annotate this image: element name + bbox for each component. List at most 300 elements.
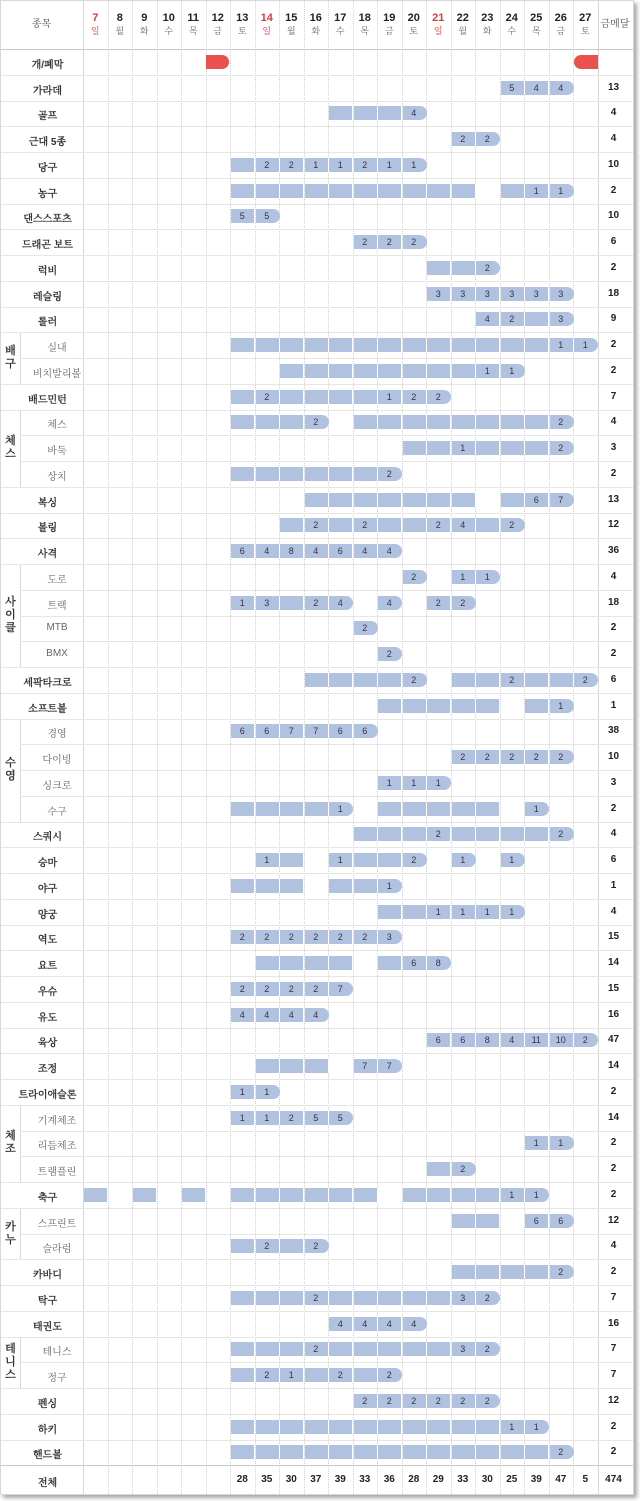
medal-count: 1 — [264, 1086, 270, 1097]
schedule-bar — [354, 390, 378, 404]
schedule-bar — [427, 441, 451, 455]
daily-total: 25 — [506, 1473, 518, 1485]
gold-medal-total: 7 — [610, 1369, 617, 1381]
medal-count: 1 — [239, 1086, 245, 1097]
medal-count: 1 — [386, 777, 392, 788]
medal-count: 3 — [264, 597, 270, 608]
sub-event-label: 도로 — [47, 574, 67, 586]
schedule-bar — [280, 1291, 304, 1305]
schedule-bar — [378, 1445, 402, 1459]
group-label-char: 조 — [5, 1143, 16, 1156]
schedule-bar — [452, 1188, 476, 1202]
medal-count: 7 — [288, 726, 294, 737]
row-divider — [20, 616, 633, 617]
schedule-bar — [133, 1188, 157, 1202]
medal-count: 1 — [509, 365, 515, 376]
day-of-week: 월 — [458, 26, 468, 36]
sub-event-label: 수구 — [47, 806, 67, 818]
medal-count: 2 — [460, 597, 466, 608]
schedule-bar — [329, 1445, 353, 1459]
day-number: 23 — [481, 12, 494, 24]
medal-count: 2 — [313, 1241, 319, 1252]
schedule-bar — [378, 673, 402, 687]
schedule-bar — [305, 338, 329, 352]
schedule-bar — [305, 802, 329, 816]
day-header — [500, 1, 525, 49]
schedule-bar — [256, 1059, 280, 1073]
schedule-bar — [427, 699, 451, 713]
sub-event-label: 테니스 — [42, 1347, 72, 1359]
medal-count: 1 — [533, 803, 539, 814]
schedule-bar — [256, 1188, 280, 1202]
schedule-bar — [231, 802, 255, 816]
day-number: 19 — [383, 12, 396, 24]
schedule-bar — [476, 673, 500, 687]
schedule-bar — [378, 853, 402, 867]
schedule-bar — [403, 802, 427, 816]
schedule-bar — [231, 1239, 255, 1253]
medal-count: 7 — [313, 726, 319, 737]
gold-medal-total: 2 — [610, 339, 617, 351]
footer-divider — [1, 1465, 633, 1466]
schedule-bar — [452, 827, 476, 841]
schedule-bar — [378, 827, 402, 841]
day-number: 27 — [579, 12, 592, 24]
gold-medal-total: 18 — [607, 596, 620, 608]
event-label: 하키 — [37, 1424, 58, 1436]
medal-count: 2 — [460, 1395, 466, 1406]
sub-event-label: 트랙 — [47, 600, 67, 612]
medal-count: 1 — [509, 855, 515, 866]
schedule-bar — [354, 364, 378, 378]
schedule-bar — [476, 338, 500, 352]
day-number: 8 — [116, 12, 123, 24]
schedule-bar — [256, 1291, 280, 1305]
schedule-bar — [476, 827, 500, 841]
schedule-bar — [280, 1239, 304, 1253]
group-label — [1, 1221, 20, 1247]
group-label-char: 구 — [5, 358, 16, 370]
medal-count: 1 — [558, 340, 564, 351]
event-label: 복싱 — [37, 497, 58, 509]
daily-total: 28 — [408, 1473, 420, 1485]
row-divider — [1, 101, 633, 102]
event-label: 승마 — [37, 858, 58, 870]
gold-medal-total: 12 — [607, 1214, 620, 1226]
schedule-bar — [329, 467, 353, 481]
schedule-bar — [452, 1214, 476, 1228]
schedule-bar — [354, 1420, 378, 1434]
schedule-bar — [231, 1445, 255, 1459]
medal-count: 1 — [337, 159, 343, 170]
gold-medal-total: 9 — [610, 313, 617, 325]
daily-total: 39 — [530, 1473, 542, 1485]
medal-count: 7 — [337, 983, 343, 994]
day-header — [230, 1, 255, 49]
medal-count: 2 — [460, 752, 466, 763]
schedule-bar — [354, 1445, 378, 1459]
medal-count: 1 — [386, 391, 392, 402]
medal-count: 1 — [411, 159, 417, 170]
schedule-bar — [378, 956, 402, 970]
medal-count: 5 — [239, 211, 245, 222]
schedule-bar — [427, 1291, 451, 1305]
medal-count: 1 — [558, 700, 564, 711]
schedule-bar — [354, 184, 378, 198]
day-number: 15 — [285, 12, 298, 24]
day-header — [328, 1, 353, 49]
row-divider — [1, 229, 633, 230]
gold-medal-total: 13 — [607, 81, 620, 93]
group-label-char: 스 — [5, 448, 16, 461]
medal-count: 2 — [484, 1292, 490, 1303]
schedule-bar — [305, 390, 329, 404]
medal-count: 4 — [337, 1318, 343, 1329]
sub-event-label: 리듬체조 — [37, 1141, 77, 1153]
row-divider — [20, 461, 633, 462]
schedule-bar — [231, 184, 255, 198]
medal-count: 2 — [509, 314, 515, 325]
row-divider — [1, 487, 633, 488]
medal-count: 4 — [313, 1009, 319, 1020]
schedule-bar — [476, 699, 500, 713]
medal-count: 2 — [435, 829, 441, 840]
schedule-bar — [378, 493, 402, 507]
schedule-bar — [403, 1291, 427, 1305]
schedule-bar — [427, 184, 451, 198]
medal-count: 6 — [337, 546, 343, 557]
day-number: 18 — [358, 12, 371, 24]
schedule-bar — [403, 415, 427, 429]
row-divider — [1, 513, 633, 514]
day-column-divider — [279, 1, 280, 1494]
medal-count: 2 — [411, 855, 417, 866]
day-of-week: 일 — [433, 26, 443, 36]
schedule-bar — [427, 1445, 451, 1459]
schedule-bar — [501, 1445, 525, 1459]
medal-count: 2 — [484, 134, 490, 145]
event-label: 야구 — [37, 883, 58, 895]
day-of-week: 화 — [311, 26, 321, 36]
day-of-week: 금 — [556, 26, 566, 36]
day-number: 11 — [187, 12, 200, 24]
medal-count: 3 — [509, 288, 515, 299]
schedule-bar — [476, 802, 500, 816]
schedule-bar — [280, 364, 304, 378]
medal-count: 6 — [239, 726, 245, 737]
schedule-bar — [403, 493, 427, 507]
medal-count: 3 — [558, 288, 564, 299]
event-label: 배드민턴 — [28, 394, 67, 406]
medal-count: 3 — [386, 932, 392, 943]
schedule-bar — [354, 415, 378, 429]
medal-count: 2 — [558, 1267, 564, 1278]
medal-count: 4 — [386, 597, 392, 608]
schedule-bar — [329, 338, 353, 352]
gold-medal-total: 2 — [610, 1085, 617, 1097]
day-of-week: 토 — [237, 26, 247, 36]
daily-total: 36 — [383, 1473, 395, 1485]
event-label: 가라데 — [33, 85, 62, 97]
row-divider — [1, 1388, 633, 1389]
schedule-bar — [354, 467, 378, 481]
medal-count: 2 — [533, 752, 539, 763]
medal-count: 11 — [531, 1035, 541, 1046]
schedule-bar — [427, 415, 451, 429]
schedule-bar — [354, 879, 378, 893]
schedule-bar — [427, 261, 451, 275]
group-label-char: 클 — [5, 622, 16, 634]
row-divider — [1, 1002, 633, 1003]
row-divider — [1, 384, 633, 385]
medal-count: 2 — [411, 237, 417, 248]
medal-count: 2 — [435, 391, 441, 402]
gold-medal-total: 47 — [607, 1034, 620, 1046]
schedule-bar — [329, 518, 353, 532]
day-column-divider — [206, 1, 207, 1494]
day-header — [353, 1, 378, 49]
daily-total: 30 — [481, 1473, 493, 1485]
day-of-week: 일 — [262, 26, 272, 36]
schedule-bar — [354, 1342, 378, 1356]
schedule-bar — [378, 699, 402, 713]
schedule-bar — [525, 1265, 549, 1279]
row-divider — [1, 332, 633, 333]
day-column-divider — [353, 1, 354, 1494]
schedule-bar — [305, 1059, 329, 1073]
schedule-bar — [452, 184, 476, 198]
day-column-divider — [426, 1, 427, 1494]
medal-count: 5 — [264, 211, 270, 222]
day-of-week: 일 — [90, 26, 100, 36]
event-label: 골프 — [37, 111, 58, 123]
schedule-bar — [280, 518, 304, 532]
event-label: 역도 — [37, 935, 58, 947]
schedule-bar — [452, 1445, 476, 1459]
medal-count: 6 — [533, 494, 539, 505]
medal-count: 2 — [313, 597, 319, 608]
schedule-bar — [354, 853, 378, 867]
gold-medal-total: 4 — [610, 1240, 617, 1252]
medal-count: 1 — [411, 777, 417, 788]
gold-medal-total: 12 — [607, 1394, 620, 1406]
schedule-bar — [427, 1162, 451, 1176]
schedule-bar — [525, 415, 549, 429]
schedule-bar — [305, 493, 329, 507]
medal-count: 3 — [460, 288, 466, 299]
schedule-bar — [256, 467, 280, 481]
day-header — [83, 1, 108, 49]
gold-medal-total: 7 — [610, 1291, 617, 1303]
day-number: 24 — [505, 12, 518, 24]
row-divider — [20, 744, 633, 745]
schedule-bar — [452, 364, 476, 378]
schedule-bar — [231, 1342, 255, 1356]
medal-count: 2 — [484, 262, 490, 273]
medal-count: 2 — [264, 932, 270, 943]
schedule-bar — [231, 1188, 255, 1202]
event-label: 탁구 — [37, 1295, 58, 1307]
schedule-bar — [378, 364, 402, 378]
medal-count: 2 — [484, 1344, 490, 1355]
row-divider — [1, 1285, 633, 1286]
schedule-bar — [378, 905, 402, 919]
event-label: 요트 — [37, 961, 58, 973]
medal-count: 2 — [264, 1241, 270, 1252]
schedule-bar — [329, 956, 353, 970]
schedule-bar — [354, 493, 378, 507]
schedule-bar — [256, 415, 280, 429]
daily-total: 33 — [359, 1473, 371, 1485]
schedule-bar — [354, 106, 378, 120]
row-divider — [1, 1208, 633, 1209]
schedule-bar — [329, 106, 353, 120]
medal-count: 1 — [435, 906, 441, 917]
schedule-bar — [476, 1188, 500, 1202]
row-divider — [1, 255, 633, 256]
medal-count: 2 — [386, 237, 392, 248]
day-header — [157, 1, 182, 49]
schedule-bar — [427, 338, 451, 352]
schedule-bar — [280, 415, 304, 429]
day-header — [524, 1, 549, 49]
event-label: 조정 — [37, 1064, 58, 1076]
schedule-bar — [280, 1188, 304, 1202]
medal-count: 3 — [558, 314, 564, 325]
group-label-char: 카 — [5, 1220, 16, 1233]
schedule-bar — [525, 441, 549, 455]
group-label-char: 스 — [5, 1368, 16, 1381]
medal-count: 1 — [460, 571, 466, 582]
gold-medal-total: 15 — [607, 931, 620, 943]
schedule-bar — [476, 441, 500, 455]
group-label — [1, 596, 20, 635]
schedule-bar — [84, 1188, 108, 1202]
day-number: 14 — [260, 12, 273, 24]
schedule-bar — [329, 1291, 353, 1305]
schedule-bar — [452, 415, 476, 429]
row-divider — [20, 1131, 633, 1132]
medal-count: 4 — [386, 546, 392, 557]
schedule-bar — [256, 1342, 280, 1356]
medal-count: 2 — [362, 237, 368, 248]
schedule-bar — [378, 1342, 402, 1356]
medal-count: 2 — [558, 443, 564, 454]
gold-medal-total: 2 — [610, 1446, 617, 1458]
medal-count: 2 — [411, 674, 417, 685]
medal-count: 4 — [288, 1009, 294, 1020]
day-number: 13 — [236, 12, 249, 24]
medal-count: 2 — [264, 983, 270, 994]
medal-count: 4 — [386, 1318, 392, 1329]
schedule-bar — [403, 184, 427, 198]
day-header — [377, 1, 402, 49]
schedule-bar — [476, 1445, 500, 1459]
event-label: 세팍타크로 — [23, 677, 72, 689]
group-label-char: 사 — [5, 596, 16, 608]
medal-count: 4 — [558, 82, 564, 93]
schedule-bar — [378, 184, 402, 198]
gold-medal-total: 4 — [610, 828, 617, 840]
event-label: 드래곤 보트 — [21, 240, 74, 252]
schedule-bar — [452, 1265, 476, 1279]
schedule-bar — [525, 673, 549, 687]
sub-event-label: 트램플린 — [37, 1167, 77, 1179]
medal-count: 4 — [509, 1035, 515, 1046]
schedule-bar — [378, 415, 402, 429]
medal-count: 4 — [337, 597, 343, 608]
schedule-bar — [501, 1265, 525, 1279]
row-divider — [1, 925, 633, 926]
schedule-bar — [305, 1445, 329, 1459]
schedule-bar — [329, 673, 353, 687]
day-header — [549, 1, 574, 49]
medal-count: 2 — [313, 1344, 319, 1355]
medal-count: 4 — [460, 520, 466, 531]
schedule-bar — [476, 1265, 500, 1279]
schedule-bar — [329, 184, 353, 198]
medal-count: 2 — [386, 649, 392, 660]
day-header — [108, 1, 133, 49]
medal-count: 2 — [558, 829, 564, 840]
group-label-char: 체 — [5, 435, 16, 448]
group-label-char: 누 — [5, 1233, 16, 1246]
day-header — [279, 1, 304, 49]
sub-event-label: 슬라럼 — [42, 1244, 72, 1256]
medal-count: 4 — [411, 108, 417, 119]
day-column-divider — [328, 1, 329, 1494]
row-divider — [1, 1311, 633, 1312]
gold-medal-total: 2 — [610, 1420, 617, 1432]
medal-count: 4 — [362, 546, 368, 557]
medal-count: 1 — [239, 597, 245, 608]
schedule-bar — [403, 1342, 427, 1356]
schedule-bar — [378, 1291, 402, 1305]
gold-medal-total: 2 — [610, 648, 617, 660]
schedule-bar — [403, 699, 427, 713]
medal-count: 1 — [509, 1189, 515, 1200]
medal-count: 1 — [386, 159, 392, 170]
sub-event-label: 스프린트 — [37, 1218, 77, 1230]
medal-count: 3 — [435, 288, 441, 299]
schedule-bar — [354, 673, 378, 687]
event-label: 육상 — [37, 1038, 58, 1050]
schedule-bar — [427, 364, 451, 378]
event-label: 태권도 — [33, 1321, 62, 1333]
gold-medal-total: 3 — [610, 776, 617, 788]
day-of-week: 목 — [531, 26, 541, 36]
medal-count: 2 — [313, 932, 319, 943]
event-label: 펜싱 — [37, 1398, 58, 1410]
schedule-bar — [476, 1214, 500, 1228]
event-label: 카바디 — [33, 1270, 62, 1282]
schedule-bar — [525, 827, 549, 841]
medal-count: 2 — [288, 1112, 294, 1123]
schedule-bar — [403, 1188, 427, 1202]
schedule-bar — [305, 467, 329, 481]
gold-medal-total: 2 — [610, 467, 617, 479]
schedule-bar — [305, 956, 329, 970]
day-column-divider — [157, 1, 158, 1494]
medal-count: 2 — [386, 1370, 392, 1381]
medal-count: 2 — [484, 752, 490, 763]
schedule-bar — [354, 338, 378, 352]
medal-count: 6 — [264, 726, 270, 737]
gold-medal-total: 12 — [607, 519, 620, 531]
row-divider — [1, 538, 633, 539]
row-divider — [20, 435, 633, 436]
medal-count: 2 — [435, 597, 441, 608]
